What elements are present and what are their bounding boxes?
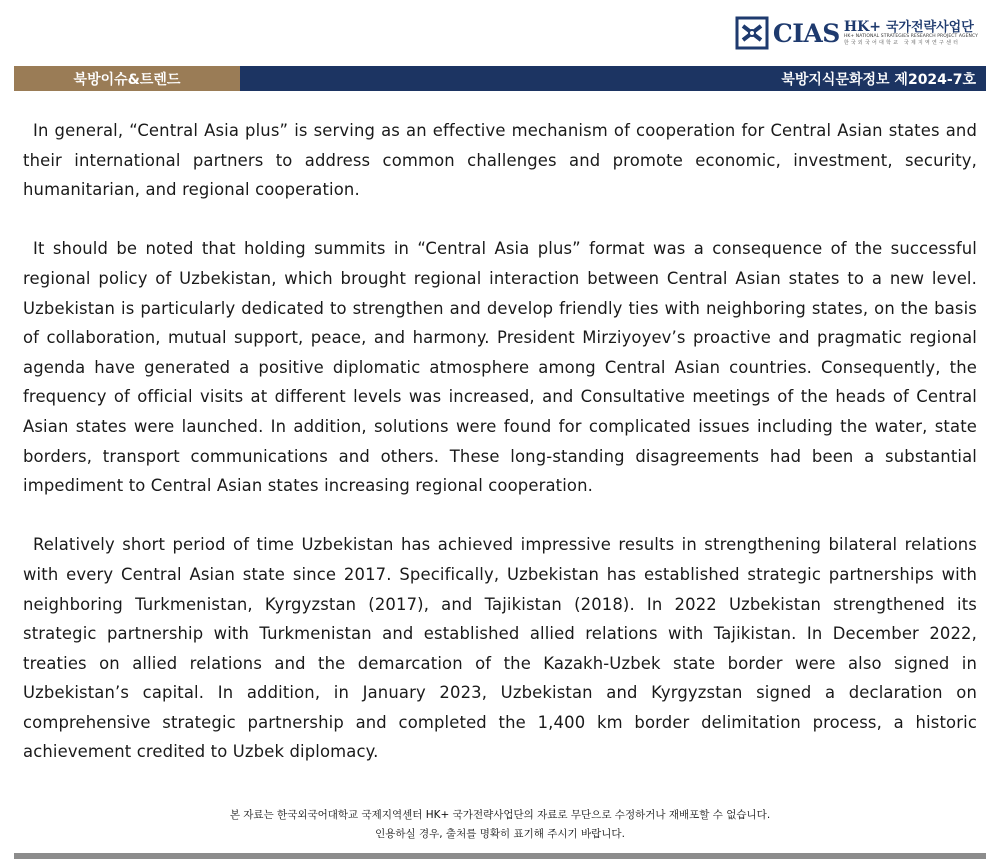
paragraph: Relatively short period of time Uzbekistan has achieved impressive results in strengthening bilateral relations with every Central Asian state since 2017. Specifically, Uzbekistan has established strategic partnerships with neighboring Turkmenistan, Kyrgyzstan (2017), and Tajikistan (2018). In 2022 Uzbekistan strengthened its strategic partnership with Turkmenistan and established allied relations with Tajikistan. In December 2022, treaties on allied relations and the demarcation of the Kazakh-Uzbek state border were also signed in Uzbekistan’s capital. In addition, in January 2023, Uzbekistan and Kyrgyzstan signed a declaration on comprehensive strategic partnership and completed the 1,400 km border delimitation process, a historic achievement credited to Uzbek diplomacy. <box>23 535 977 762</box>
logo-title <box>844 20 978 35</box>
logo-subtitle-kr: 한국외국어대학교 국제지역연구센터 <box>843 40 961 47</box>
logo-cias-text: CIAS <box>772 18 840 48</box>
bottom-divider <box>14 853 986 859</box>
footer-notice: 본 자료는 한국외국어대학교 국제지역센터 HK+ 국가전략사업단의 자료로 무단으로 수정하거나 재배포할 수 없습니다. <box>229 809 771 821</box>
logo-korean-title: 국가전략사업단 <box>885 19 974 35</box>
footer-citation-note: 인용하실 경우, 출처를 명확히 표기해 주시기 바랍니다. <box>375 828 625 840</box>
logo-hk-text: HK+ <box>843 18 881 35</box>
paragraph: In general, “Central Asia plus” is serving as an effective mechanism of cooperation for Central Asian states and their international partners to address common challenges and promote economic, investment, security, humanitarian, and regional cooperation. <box>23 121 977 200</box>
header-banner <box>14 66 986 91</box>
logo-subtitle-en: HK+ NATIONAL STRATEGIES RESEARCH PROJECT AGENCY <box>843 34 978 40</box>
cias-emblem-icon <box>735 16 769 50</box>
paragraph: It should be noted that holding summits in “Central Asia plus” format was a consequence of the successful regional policy of Uzbekistan, which brought regional interaction between Central Asian states to a new level. Uzbekistan is particularly dedicated to strengthen and develop friendly ties with neighboring states, on the basis of collaboration, mutual support, peace, and harmony. President Mirziyoyev’s proactive and pragmatic regional agenda have generated a positive diplomatic atmosphere among Central Asian countries. Consequently, the frequency of official visits at different levels was increased, and Consultative meetings of the heads of Central Asian states were launched. In addition, solutions were found for complicated issues including the water, state borders, transport communications and others. These long-standing disagreements had been a substantial impediment to Central Asian states increasing regional cooperation. <box>23 239 977 496</box>
section-label: 북방이슈&트렌드 <box>14 66 240 91</box>
logo-title-block <box>844 20 978 47</box>
publication-number: 북방지식문화정보 제2024-7호 <box>781 71 976 88</box>
article-body <box>23 116 977 797</box>
cias-logo <box>735 14 978 52</box>
copyright-footer <box>0 806 1000 844</box>
